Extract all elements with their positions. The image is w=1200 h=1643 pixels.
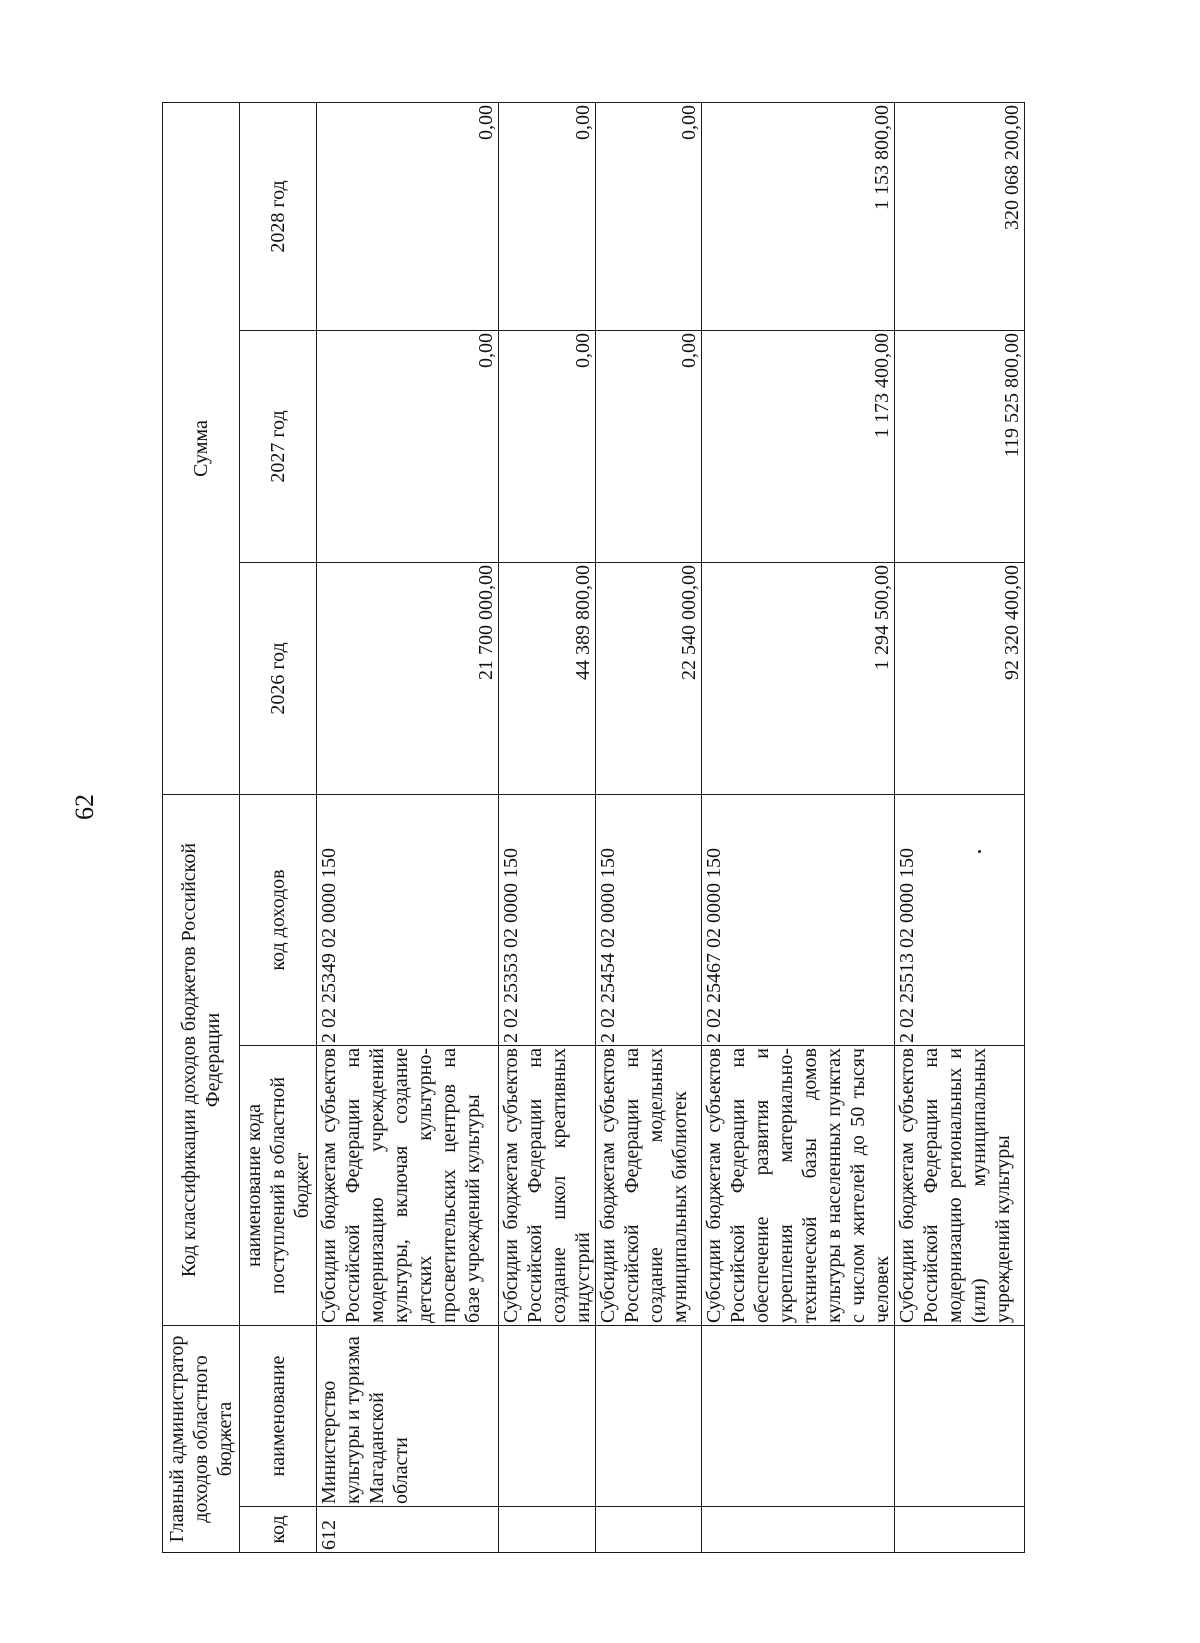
cell-income-code: 2 02 25454 02 0000 150 xyxy=(596,795,702,1046)
cell-amount-2028: 320 068 200,00 xyxy=(895,102,1025,330)
header-kod: код xyxy=(240,1507,317,1553)
cell-admin-name: Министерство культуры и туризма Магаданской области xyxy=(317,1326,499,1507)
cell-amount-2027: 0,00 xyxy=(317,331,499,563)
cell-income-code: 2 02 25513 02 0000 150 xyxy=(895,795,1025,1046)
cell-income-name: Субсидии бюджетам субъектов Российской Федерации на модернизацию учреждений культуры, включая создание детских культурно-просветительских центров на базе учреждений культуры xyxy=(317,1046,499,1326)
table-row xyxy=(702,102,895,1552)
header-name: наименование xyxy=(240,1326,317,1507)
cell-kod xyxy=(499,1507,596,1553)
cell-amount-2028: 0,00 xyxy=(317,102,499,330)
cell-amount-2028: 0,00 xyxy=(596,102,702,330)
cell-amount-2028: 1 153 800,00 xyxy=(702,102,895,330)
header-income-code: код доходов xyxy=(240,795,317,1046)
cell-admin-name xyxy=(596,1326,702,1507)
header-year-2026: 2026 год xyxy=(240,563,317,795)
cell-amount-2026: 1 294 500,00 xyxy=(702,563,895,795)
cell-admin-name xyxy=(895,1326,1025,1507)
income-classification-table xyxy=(162,102,1025,1553)
header-sum-group: Сумма xyxy=(163,102,240,794)
cell-amount-2026: 92 320 400,00 xyxy=(895,563,1025,795)
cell-amount-2026: 22 540 000,00 xyxy=(596,563,702,795)
cell-amount-2027: 1 173 400,00 xyxy=(702,331,895,563)
table-row xyxy=(499,102,596,1552)
page-number: 62 xyxy=(70,794,99,820)
cell-amount-2027: 0,00 xyxy=(499,331,596,563)
cell-admin-name xyxy=(702,1326,895,1507)
cell-income-name: Субсидии бюджетам субъектов Российской Федерации на создание школ креативных индустрий xyxy=(499,1046,596,1326)
cell-amount-2026: 44 389 800,00 xyxy=(499,563,596,795)
header-year-2028: 2028 год xyxy=(240,102,317,330)
header-year-2027: 2027 год xyxy=(240,331,317,563)
cell-income-name: Субсидии бюджетам субъектов Российской Федерации на обеспечение развития и укрепления материально-технической базы домов культуры в населенных пунктах с числом жителей до 50 тысяч человек xyxy=(702,1046,895,1326)
table-row xyxy=(596,102,702,1552)
cell-income-name: Субсидии бюджетам субъектов Российской Федерации на создание модельных муниципальных библиотек xyxy=(596,1046,702,1326)
cell-kod xyxy=(596,1507,702,1553)
table-row xyxy=(895,102,1025,1552)
cell-amount-2027: 119 525 800,00 xyxy=(895,331,1025,563)
cell-amount-2028: 0,00 xyxy=(499,102,596,330)
cell-amount-2027: 0,00 xyxy=(596,331,702,563)
cell-kod xyxy=(702,1507,895,1553)
cell-income-code: 2 02 25467 02 0000 150 xyxy=(702,795,895,1046)
cell-kod: 612 xyxy=(317,1507,499,1553)
header-classification-group: Код классификации доходов бюджетов Российской Федерации xyxy=(163,795,240,1326)
header-admin-group: Главный администратор доходов областного бюджета xyxy=(163,1326,240,1553)
cell-income-code: 2 02 25353 02 0000 150 xyxy=(499,795,596,1046)
header-income-name: наименование кода поступлений в областной бюджет xyxy=(240,1046,317,1326)
cell-kod xyxy=(895,1507,1025,1553)
cell-amount-2026: 21 700 000,00 xyxy=(317,563,499,795)
rotated-table-container xyxy=(162,103,1023,1553)
cell-admin-name xyxy=(499,1326,596,1507)
table-row xyxy=(317,102,499,1552)
cell-income-name: Субсидии бюджетам субъектов Российской Федерации на модернизацию региональных и (или) муниципальных учреждений культуры xyxy=(895,1046,1025,1326)
cell-income-code: 2 02 25349 02 0000 150 xyxy=(317,795,499,1046)
